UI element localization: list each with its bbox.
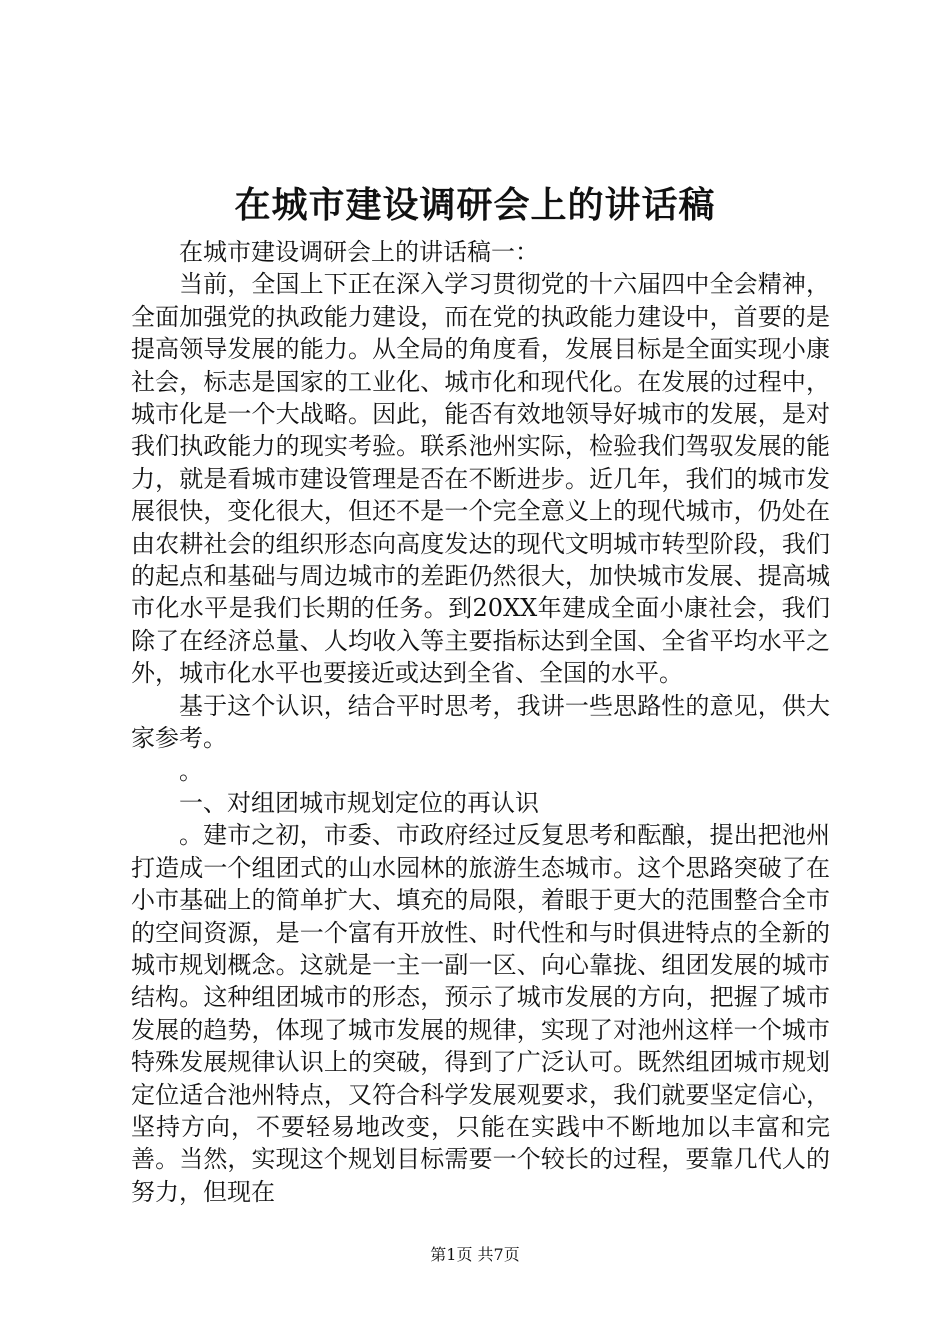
paragraph-main-2: 基于这个认识，结合平时思考，我讲一些思路性的意见，供大家参考。 [131, 691, 830, 753]
paragraph-section-1: 。建市之初，市委、市政府经过反复思考和酝酿，提出把池州打造成一个组团式的山水园林的旅游生态城市。这个思路突破了在小市基础上的简单扩大、填充的局限，着眼于更大的范围整合全市的空间资源，是一个富有开放性、时代性和与时俱进特点的全新的城市规划概念。这就是一主一副一区、向心靠拢、组团发展的城市结构。这种组团城市的形态，预示了城市发展的方向，把握了城市发展的趋势，体现了城市发展的规律，实现了对池州这样一个城市特殊发展规律认识上的突破，得到了广泛认可。既然组团城市规划定位适合池州特点，又符合科学发展观要求，我们就要坚定信心，坚持方向，不要轻易地改变，只能在实践中不断地加以丰富和完善。当然，实现这个规划目标需要一个较长的过程，要靠几代人的努力，但现在 [131, 821, 830, 1206]
document-body [131, 236, 830, 1208]
paragraph-separator: 。 [179, 756, 203, 785]
paragraph-main-1: 当前，全国上下正在深入学习贯彻党的十六届四中全会精神，全面加强党的执政能力建设，而在党的执政能力建设中，首要的是提高领导发展的能力。从全局的角度看，发展目标是全面实现小康社会，标志是国家的工业化、城市化和现代化。在发展的过程中，城市化是一个大战略。因此，能否有效地领导好城市的发展，是对我们执政能力的现实考验。联系池州实际，检验我们驾驭发展的能力，就是看城市建设管理是否在不断进步。近几年，我们的城市发展很快，变化很大，但还不是一个完全意义上的现代城市，仍处在由农耕社会的组织形态向高度发达的现代文明城市转型阶段，我们的起点和基础与周边城市的差距仍然很大，加快城市发展、提高城市化水平是我们长期的任务。到20XX年建成全面小康社会，我们除了在经济总量、人均收入等主要指标达到全国、全省平均水平之外，城市化水平也要接近或达到全省、全国的水平。 [131, 270, 830, 688]
page-footer: 第1页 共7页 [430, 1245, 520, 1264]
document-title: 在城市建设调研会上的讲话稿 [234, 184, 716, 226]
paragraph-intro: 在城市建设调研会上的讲话稿一： [179, 238, 539, 266]
section-heading-1: 一、对组团城市规划定位的再认识 [179, 788, 539, 817]
